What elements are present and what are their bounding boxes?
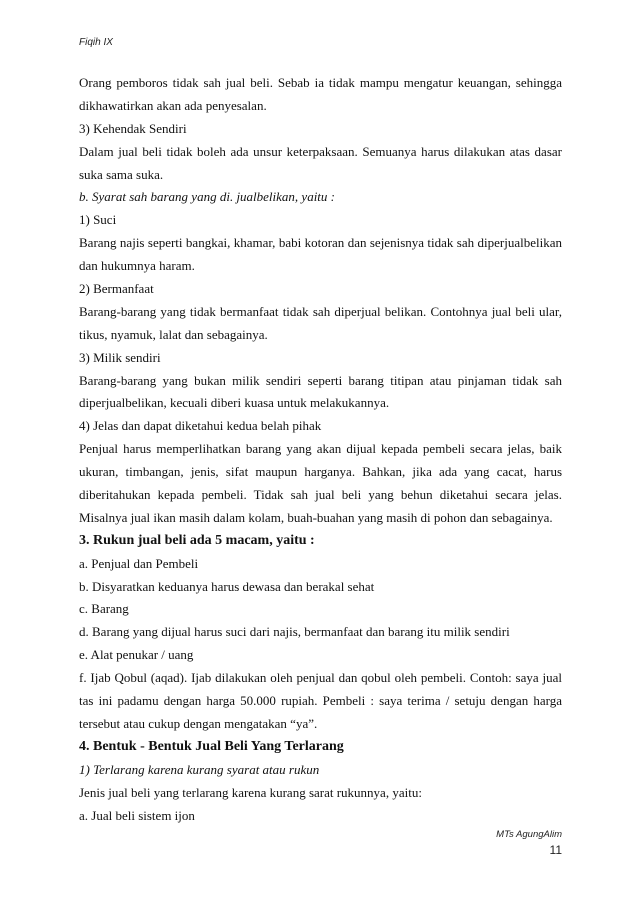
text-line: f. Ijab Qobul (aqad). Ijab dilakukan oleh penjual dan qobul oleh pembeli. Contoh: saya jual	[79, 670, 562, 686]
text-line: Orang pemboros tidak sah jual beli. Sebab ia tidak mampu mengatur keuangan, sehingga	[79, 75, 562, 90]
text-line: diberitahukan kepada pembeli. Tidak sah jual beli yang behun diketahui secara jelas.	[79, 487, 562, 503]
text-line: a. Penjual dan Pembeli	[79, 555, 199, 571]
text-line: 1) Terlarang karena kurang syarat atau rukun	[79, 761, 320, 777]
text-line: b. Disyaratkan keduanya harus dewasa dan berakal sehat	[79, 578, 375, 594]
text-line: dikhawatirkan akan ada penyesalan.	[79, 97, 267, 113]
document-body	[79, 72, 562, 827]
text-line: Jenis jual beli yang terlarang karena kurang sarat rukunnya, yaitu:	[79, 784, 422, 800]
text-line: Dalam jual beli tidak boleh ada unsur keterpaksaan. Semuanya harus dilakukan atas dasar	[79, 143, 562, 159]
section-heading: 4. Bentuk - Bentuk Jual Beli Yang Terlarang	[79, 738, 344, 754]
page-header-title: Fiqih IX	[79, 37, 113, 48]
text-line: dan hukumnya haram.	[79, 258, 195, 274]
text-line: tikus, nyamuk, lalat dan sebagainya.	[79, 326, 268, 342]
text-line: 3) Milik sendiri	[79, 349, 161, 365]
page-number: 11	[549, 843, 562, 857]
text-line: c. Barang	[79, 601, 129, 617]
text-line: 2) Bermanfaat	[79, 281, 154, 297]
text-line: suka sama suka.	[79, 166, 164, 182]
text-line: e. Alat penukar / uang	[79, 647, 194, 663]
text-line: a. Jual beli sistem ijon	[79, 807, 195, 823]
text-line: b. Syarat sah barang yang di. jualbelikan, yaitu :	[79, 189, 336, 205]
text-line: tersebut atau cukup dengan mengatakan “ya”.	[79, 715, 318, 731]
text-line: 3) Kehendak Sendiri	[79, 120, 187, 136]
text-line: 4) Jelas dan dapat diketahui kedua belah pihak	[79, 418, 322, 434]
text-line: tas ini padamu dengan harga 50.000 rupiah. Pembeli : saya terima / setuju dengan harga	[79, 693, 562, 709]
text-line: d. Barang yang dijual harus suci dari najis, bermanfaat dan barang itu milik sendiri	[79, 624, 510, 640]
text-line: Misalnya jual ikan masih dalam kolam, buah-buahan yang masih di pohon dan sebagainya.	[79, 509, 553, 525]
text-line: Barang najis seperti bangkai, khamar, babi kotoran dan sejenisnya tidak sah diperjualbelikan	[79, 235, 562, 251]
footer-school-name: MTs AgungAlim	[496, 829, 562, 840]
text-line: Barang-barang yang bukan milik sendiri seperti barang titipan atau pinjaman tidak sah	[79, 372, 562, 388]
text-line: diperjualbelikan, kecuali diberi kuasa untuk melakukannya.	[79, 395, 390, 411]
text-line: ukuran, timbangan, jenis, sifat maupun harganya. Bahkan, jika ada yang cacat, harus	[79, 464, 562, 480]
text-line: 1) Suci	[79, 212, 117, 228]
text-line: Barang-barang yang tidak bermanfaat tidak sah diperjual belikan. Contohnya jual beli ular,	[79, 303, 562, 319]
section-heading: 3. Rukun jual beli ada 5 macam, yaitu :	[79, 532, 315, 548]
text-line: Penjual harus memperlihatkan barang yang akan dijual kepada pembeli secara jelas, baik	[79, 441, 562, 457]
